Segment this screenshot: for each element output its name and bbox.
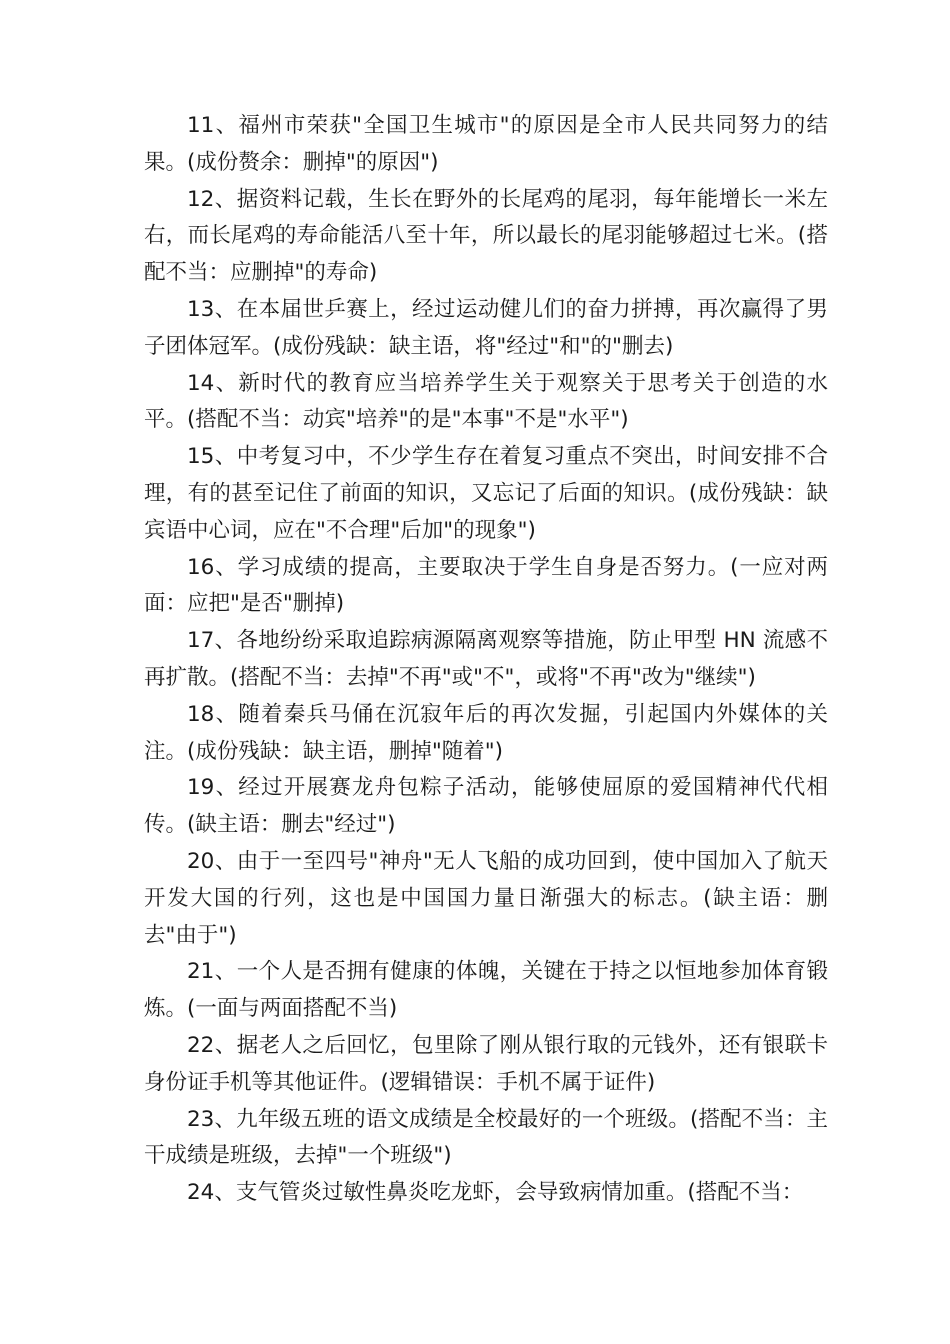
exercise-item-20: 20、由于一至四号"神舟"无人飞船的成功回到，使中国加入了航天开发大国的行列，这也是中国国力量日渐强大的标志。(缺主语：删去"由于") — [144, 848, 828, 948]
exercise-item-16: 16、学习成绩的提高，主要取决于学生自身是否努力。(一应对两面：应把"是否"删掉) — [144, 554, 828, 617]
exercise-item-18: 18、随着秦兵马俑在沉寂年后的再次发掘，引起国内外媒体的关注。(成份残缺：缺主语，删掉"随着") — [144, 701, 828, 764]
exercise-item-21: 21、一个人是否拥有健康的体魄，关键在于持之以恒地参加体育锻炼。(一面与两面搭配不当) — [144, 959, 828, 1022]
exercise-item-19: 19、经过开展赛龙舟包粽子活动，能够使屈原的爱国精神代代相传。(缺主语：删去"经过") — [144, 775, 828, 838]
exercise-item-11: 11、福州市荣获"全国卫生城市"的原因是全市人民共同努力的结果。(成份赘余：删掉"的原因") — [144, 113, 828, 175]
exercise-item-22: 22、据老人之后回忆，包里除了刚从银行取的元钱外，还有银联卡身份证手机等其他证件。(逻辑错误：手机不属于证件) — [144, 1032, 828, 1095]
exercise-item-24: 24、支气管炎过敏性鼻炎吃龙虾，会导致病情加重。(搭配不当： — [187, 1180, 804, 1206]
document-body — [144, 108, 828, 1212]
exercise-item-13: 13、在本届世乒赛上，经过运动健儿们的奋力拼搏，再次赢得了男子团体冠军。(成份残缺：缺主语，将"经过"和"的"删去) — [144, 296, 828, 359]
exercise-item-23: 23、九年级五班的语文成绩是全校最好的一个班级。(搭配不当：主干成绩是班级，去掉"一个班级") — [144, 1106, 828, 1169]
exercise-item-15: 15、中考复习中，不少学生存在着复习重点不突出，时间安排不合理，有的甚至记住了前面的知识，又忘记了后面的知识。(成份残缺：缺宾语中心词，应在"不合理"后加"的现象") — [144, 444, 828, 543]
exercise-item-14: 14、新时代的教育应当培养学生关于观察关于思考关于创造的水平。(搭配不当：动宾"培养"的是"本事"不是"水平") — [144, 370, 828, 433]
exercise-item-17: 17、各地纷纷采取追踪病源隔离观察等措施，防止甲型 HN 流感不再扩散。(搭配不当：去掉"不再"或"不"，或将"不再"改为"继续") — [144, 628, 828, 690]
exercise-item-12: 12、据资料记载，生长在野外的长尾鸡的尾羽，每年能增长一米左右，而长尾鸡的寿命能活八至十年，所以最长的尾羽能够超过七米。(搭配不当：应删掉"的寿命) — [144, 186, 828, 286]
